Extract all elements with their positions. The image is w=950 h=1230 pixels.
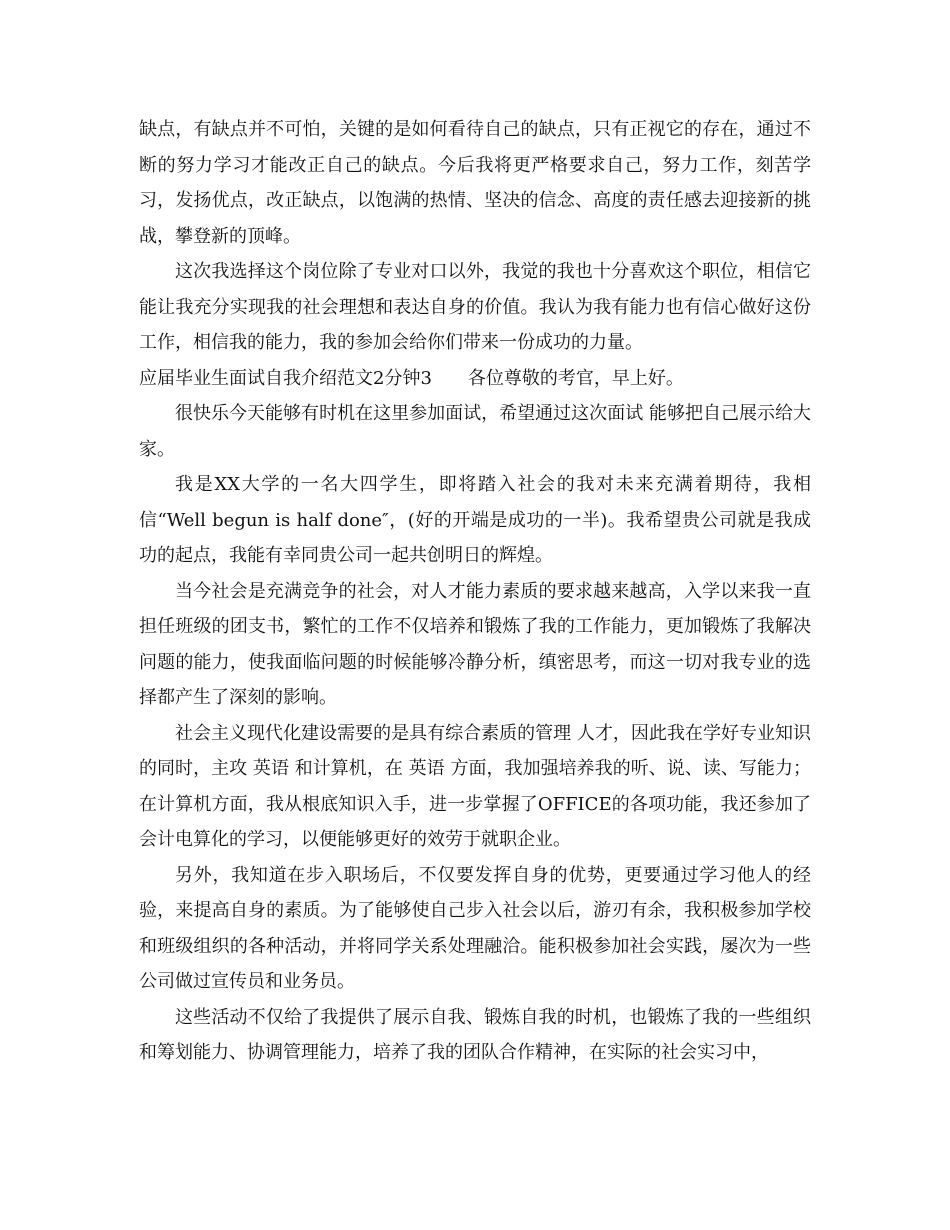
paragraph-job-choice: 这次我选择这个岗位除了专业对口以外，我觉的我也十分喜欢这个职位，相信它能让我充分实现我的社会理想和表达自身的价值。我认为我有能力也有信心做好这份工作，相信我的能力，我的参加会给你们带来一份成功的力量。 [139, 261, 811, 353]
paragraph-background: 我是XX大学的一名大四学生，即将踏入社会的我对未来充满着期待，我相信“Well begun is half done″，(好的开端是成功的一半)。我希望贵公司就是我成功的起点，我能有幸同贵公司一起共创明日的辉煌。 [139, 474, 811, 566]
paragraph-activities: 另外，我知道在步入职场后，不仅要发挥自身的优势，更要通过学习他人的经验，来提高自身的素质。为了能够使自己步入社会以后，游刃有余，我积极参加学校和班级组织的各种活动，并将同学关系处理融洽。能积极参加社会实践，屡次为一些公司做过宣传员和业务员。 [139, 864, 811, 992]
paragraph-experience: 这些活动不仅给了我提供了展示自我、锻炼自我的时机，也锻炼了我的一些组织和筹划能力、协调管理能力，培养了我的团队合作精神，在实际的社会实习中， [139, 1006, 811, 1063]
document-body [139, 112, 811, 1071]
paragraph-continuation: 缺点，有缺点并不可怕，关键的是如何看待自己的缺点，只有正视它的存在，通过不断的努力学习才能改正自己的缺点。今后我将更严格要求自己，努力工作，刻苦学习，发扬优点，改正缺点，以饱满的热情、坚决的信念、高度的责任感去迎接新的挑战，攀登新的顶峰。 [139, 119, 811, 247]
section-title: 应届毕业生面试自我介绍范文2分钟3 [139, 367, 432, 389]
greeting-text: 各位尊敬的考官，早上好。 [467, 367, 684, 389]
section-heading [139, 361, 811, 397]
paragraph-abilities: 当今社会是充满竞争的社会，对人才能力素质的要求越来越高，入学以来我一直担任班级的团支书，繁忙的工作不仅培养和锻炼了我的工作能力，更加锻炼了我解决问题的能力，使我面临问题的时候能够冷静分析，缜密思考，而这一切对我专业的选择都产生了深刻的影响。 [139, 580, 811, 708]
paragraph-intro: 很快乐今天能够有时机在这里参加面试，希望通过这次面试 能够把自己展示给大家。 [139, 403, 811, 460]
paragraph-skills: 社会主义现代化建设需要的是具有综合素质的管理 人才，因此我在学好专业知识的同时，主攻 英语 和计算机，在 英语 方面，我加强培养我的听、说、读、写能力；在计算机方面，我从根底知识入手，进一步掌握了OFFICE的各项功能，我还参加了会计电算化的学习，以便能够更好的效劳于就职企业。 [139, 722, 811, 850]
